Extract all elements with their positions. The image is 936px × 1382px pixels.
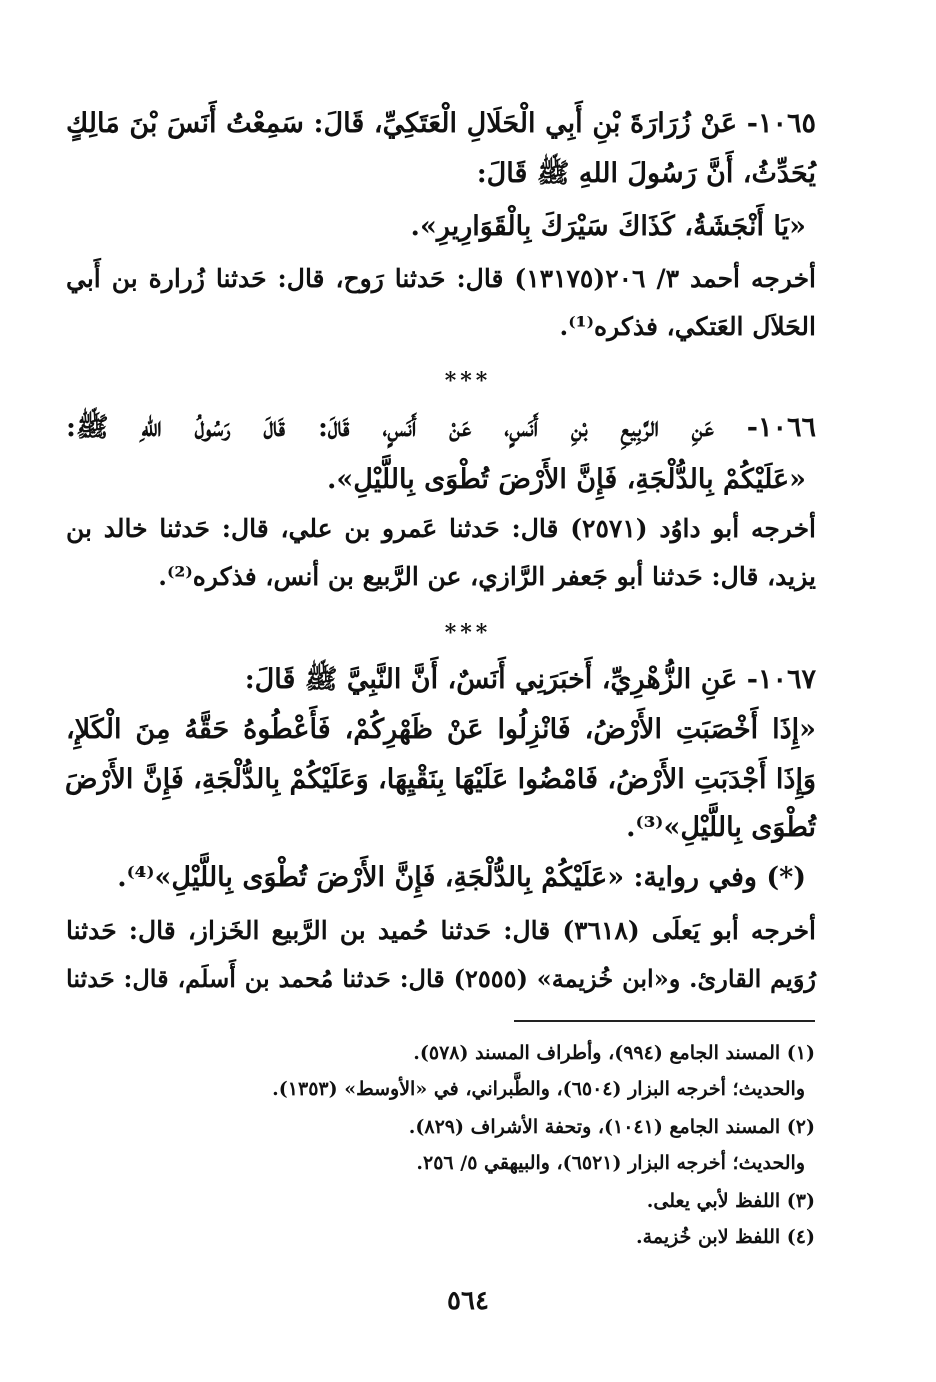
section-separator: *** <box>444 620 492 646</box>
footnote-2: (٢) المسند الجامع (١٠٤١)، وتحفة الأشراف (٨٢٩). <box>408 1116 815 1138</box>
hadith-1067-line-1: ١٠٦٧- عَنِ الزُّهْرِيِّ، أَخبَرَنِي أَنَسٌ، أَنَّ النَّبِيَّ ﷺ قَالَ: <box>244 664 816 695</box>
footnote-3: (٣) اللفظ لأبي يعلى. <box>646 1190 815 1212</box>
takhrij-1067-line-2: رُوَيم القارئ. و«ابن خُزيمة» (٢٥٥٥) قال: حَدثنا مُحمد بن أَسلَم، قال: حَدثنا <box>66 964 817 993</box>
section-separator: *** <box>444 368 492 394</box>
page-number: ٥٦٤ <box>447 1286 489 1316</box>
hadith-1067-line-3: وَإِذَا أَجْدَبَتِ الأَرْضُ، فَامْضُوا عَلَيْهَا بِنَقْيِهَا، وَعَلَيْكُمْ بِالدُّلْجَةِ، فَإِنَّ الأَرْضَ <box>64 764 816 795</box>
hadith-1067-line-4: تُطْوَى بِاللَّيْلِ»⁽³⁾. <box>626 812 816 843</box>
takhrij-1065-line-1: أخرجه أحمد ٣/ ٢٠٦(١٣١٧٥) قال: حَدثنا رَوح، قال: حَدثنا زُرارة بن أَبي <box>66 264 817 293</box>
hadith-1067-riwaya: (*) وفي رواية: «عَلَيْكُمْ بِالدُّلْجَةِ، فَإِنَّ الأَرْضَ تُطْوَى بِاللَّيْلِ»⁽⁴⁾. <box>117 862 806 893</box>
takhrij-1066-line-2: يزيد، قال: حَدثنا أبو جَعفر الرَّازي، عن الرَّبيع بن أنس، فذكره⁽²⁾. <box>158 562 816 591</box>
footnote-separator-rule <box>514 1020 815 1022</box>
takhrij-1065-line-2: الحَلاَل العَتكي، فذكره⁽¹⁾. <box>559 312 816 341</box>
footnote-2-continuation: والحديث؛ أخرجه البزار (٦٥٢١)، والبيهقي ٥/ ٢٥٦. <box>416 1152 805 1174</box>
footnote-1-continuation: والحديث؛ أخرجه البزار (٦٥٠٤)، والطَّبراني، في «الأوسط» (١٣٥٣). <box>272 1078 805 1100</box>
hadith-1067-line-2: «إِذَا أَخْصَبَتِ الأَرْضُ، فَانْزِلُوا عَنْ ظَهْرِكُمْ، فَأَعْطُوهُ حَقَّهُ مِنَ الْكَلإِ، <box>66 714 816 745</box>
hadith-1065-line-2: يُحَدِّثُ، أَنَّ رَسُولَ اللهِ ﷺ قَالَ: <box>476 158 816 189</box>
takhrij-1066-line-1: أخرجه أبو داوُد (٢٥٧١) قال: حَدثنا عَمرو بن علي، قال: حَدثنا خالد بن <box>66 514 817 543</box>
hadith-1065-line-1: ١٠٦٥- عَنْ زُرَارَةَ بْنِ أَبِي الْحَلَالِ الْعَتَكِيِّ، قَالَ: سَمِعْتُ أَنَسَ بْنَ مَالِكٍ <box>66 108 816 139</box>
hadith-1065-line-3: «يَا أَنْجَشَةُ، كَذَاكَ سَيْرَكَ بِالْقَوَارِيرِ». <box>410 211 806 242</box>
footnote-1: (١) المسند الجامع (٩٩٤)، وأطراف المسند (٥٧٨). <box>413 1042 815 1064</box>
takhrij-1067-line-1: أخرجه أبو يَعلَى (٣٦١٨) قال: حَدثنا حُميد بن الرَّبيع الخَزاز، قال: حَدثنا <box>66 916 816 945</box>
hadith-1066-line-2: «عَلَيْكُمْ بِالدُّلْجَةِ، فَإِنَّ الأَرْضَ تُطْوَى بِاللَّيْلِ». <box>327 464 806 495</box>
hadith-1066-line-1: ١٠٦٦- عَنِ الرَّبِيعِ بْنِ أَنَسٍ، عَنْ أَنَسٍ، قَالَ: قَالَ رَسُولُ اللهِ ﷺ: <box>66 412 816 443</box>
footnote-4: (٤) اللفظ لابن خُزيمة. <box>636 1226 815 1248</box>
